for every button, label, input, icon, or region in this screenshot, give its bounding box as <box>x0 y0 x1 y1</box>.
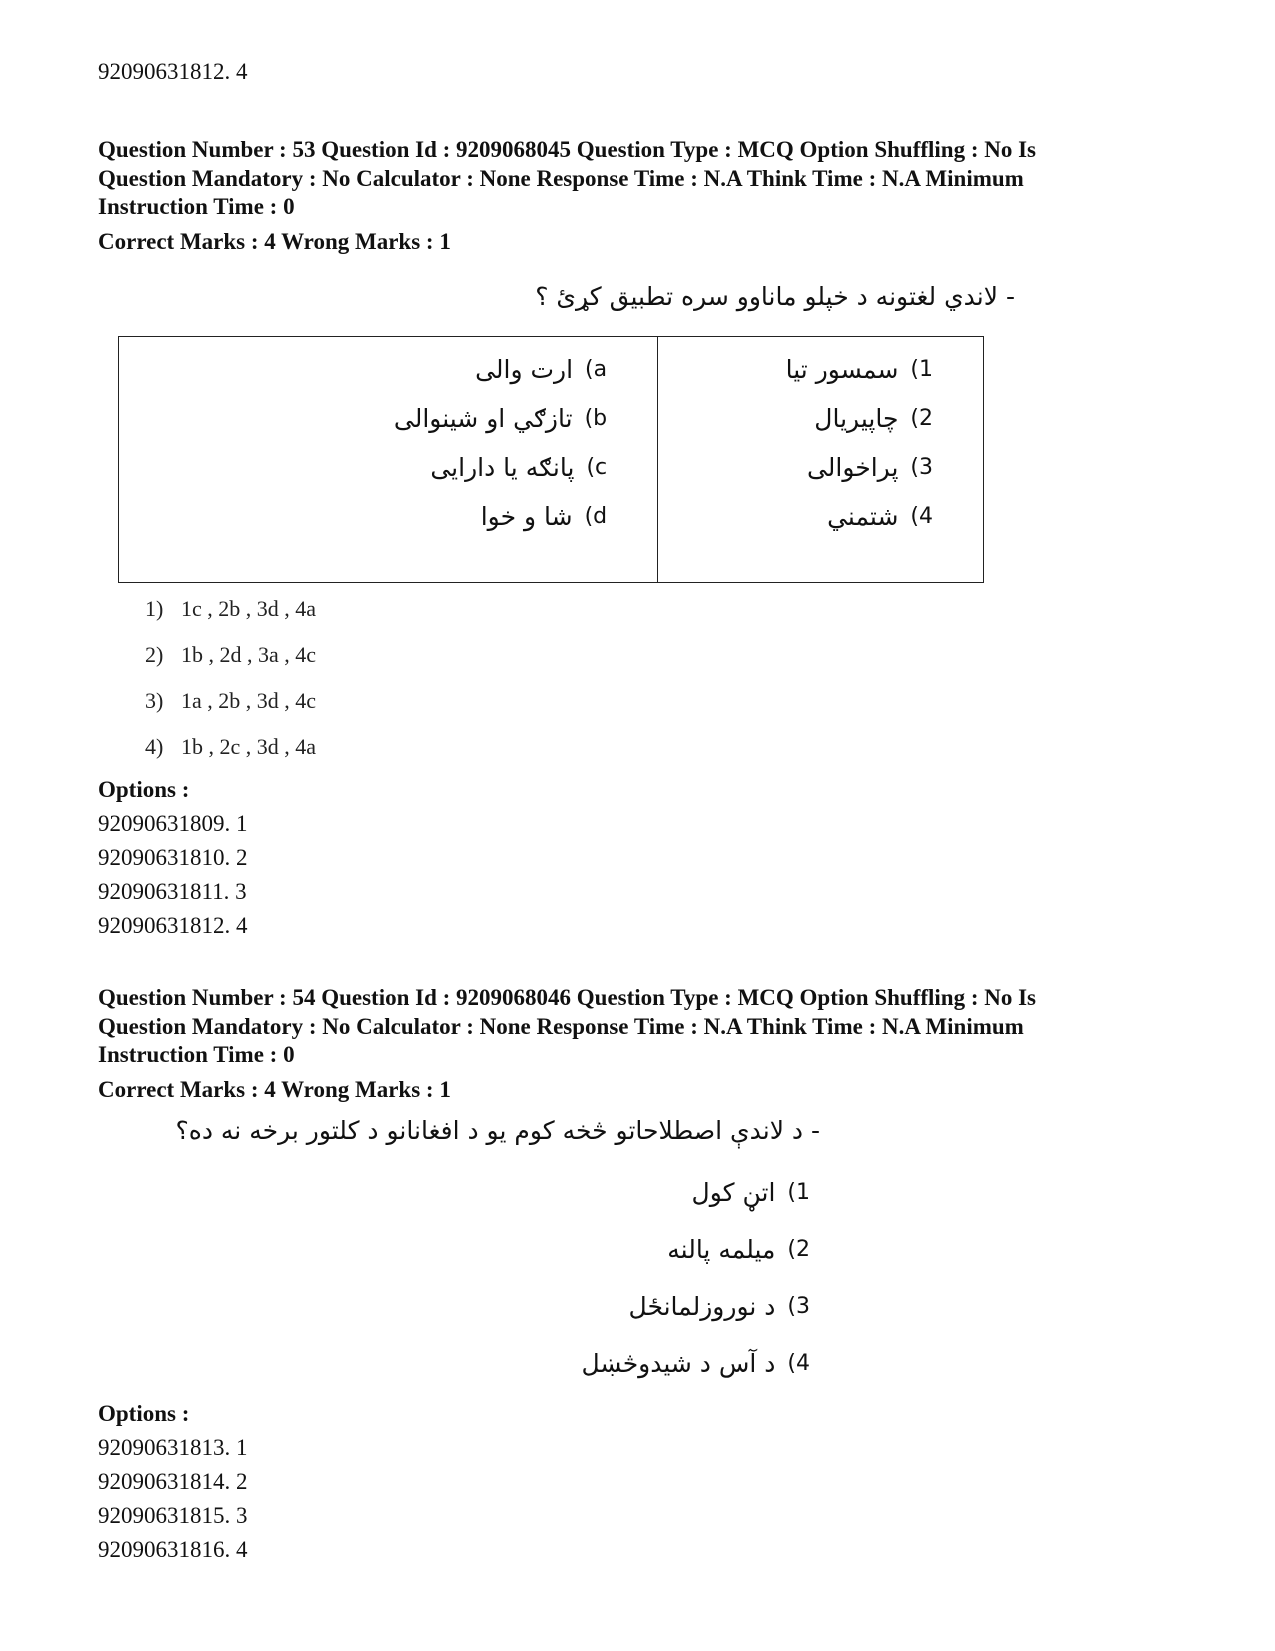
q53-right-item: شا و خوا (d <box>480 502 608 531</box>
q53-choice: 3) 1a , 2b , 3d , 4c <box>145 688 317 713</box>
q54-item: د نوروزلمانځل (3 <box>628 1292 810 1321</box>
q53-option: 92090631809. 1 <box>98 811 248 836</box>
q53-meta-line3: Instruction Time : 0 <box>98 194 295 219</box>
q53-option: 92090631812. 4 <box>98 913 248 938</box>
q53-meta-line2: Question Mandatory : No Calculator : None Response Time : N.A Think Time : N.A Minimum <box>98 165 1024 191</box>
q54-item: ميلمه پالنه (2 <box>667 1235 810 1264</box>
q54-meta-line2: Question Mandatory : No Calculator : None Response Time : N.A Think Time : N.A Minimum <box>98 1013 1024 1039</box>
q53-prompt: - لاندي لغتونه د خپلو ماناوو سره تطبيق کړئ ؟ <box>535 282 1015 311</box>
q53-meta <box>98 136 1188 222</box>
q53-meta-line1: Question Number : 53 Question Id : 9209068045 Question Type : MCQ Option Shuffling : No Is <box>98 137 1037 162</box>
q54-meta-line1: Question Number : 54 Question Id : 9209068046 Question Type : MCQ Option Shuffling : No Is <box>98 985 1037 1010</box>
q53-right-item: پانګه يا دارايی (c <box>430 453 608 482</box>
q53-match-table <box>118 336 984 583</box>
q54-prompt: - د لاندې اصطلاحاتو څخه کوم يو د افغانانو د کلتور برخه نه ده؟ <box>175 1116 820 1145</box>
previous-option-line: 92090631812. 4 <box>98 59 248 84</box>
q54-meta-line3: Instruction Time : 0 <box>98 1042 295 1067</box>
q54-option: 92090631813. 1 <box>98 1435 248 1460</box>
q53-option: 92090631810. 2 <box>98 845 248 870</box>
q53-right-column-cell <box>119 337 658 583</box>
q54-item: اتڼ کول (1 <box>691 1178 810 1207</box>
q53-choice: 1) 1c , 2b , 3d , 4a <box>145 596 317 621</box>
q54-item: د آس د شيدوڅښل (4 <box>581 1349 810 1378</box>
q54-option: 92090631814. 2 <box>98 1469 248 1494</box>
q53-right-item: ارت والی (a <box>475 355 608 384</box>
q53-choice: 2) 1b , 2d , 3a , 4c <box>145 642 317 667</box>
q53-left-item: پراخوالی (3 <box>806 453 933 482</box>
q54-option: 92090631815. 3 <box>98 1503 248 1528</box>
q54-marks: Correct Marks : 4 Wrong Marks : 1 <box>98 1077 451 1102</box>
q53-left-item: سمسور تيا (1 <box>785 355 933 384</box>
q54-options-label: Options : <box>98 1401 190 1426</box>
q53-option: 92090631811. 3 <box>98 879 247 904</box>
q54-meta <box>98 984 1188 1070</box>
q53-left-column-cell <box>658 337 984 583</box>
q53-marks: Correct Marks : 4 Wrong Marks : 1 <box>98 229 451 254</box>
q53-left-item: چاپيريال (2 <box>814 404 933 433</box>
q53-options-label: Options : <box>98 777 190 802</box>
q54-option: 92090631816. 4 <box>98 1537 248 1562</box>
q53-choice: 4) 1b , 2c , 3d , 4a <box>145 734 317 759</box>
q53-right-item: تازګي او شينوالی (b <box>393 404 608 433</box>
q53-left-item: شتمني (4 <box>827 502 933 531</box>
